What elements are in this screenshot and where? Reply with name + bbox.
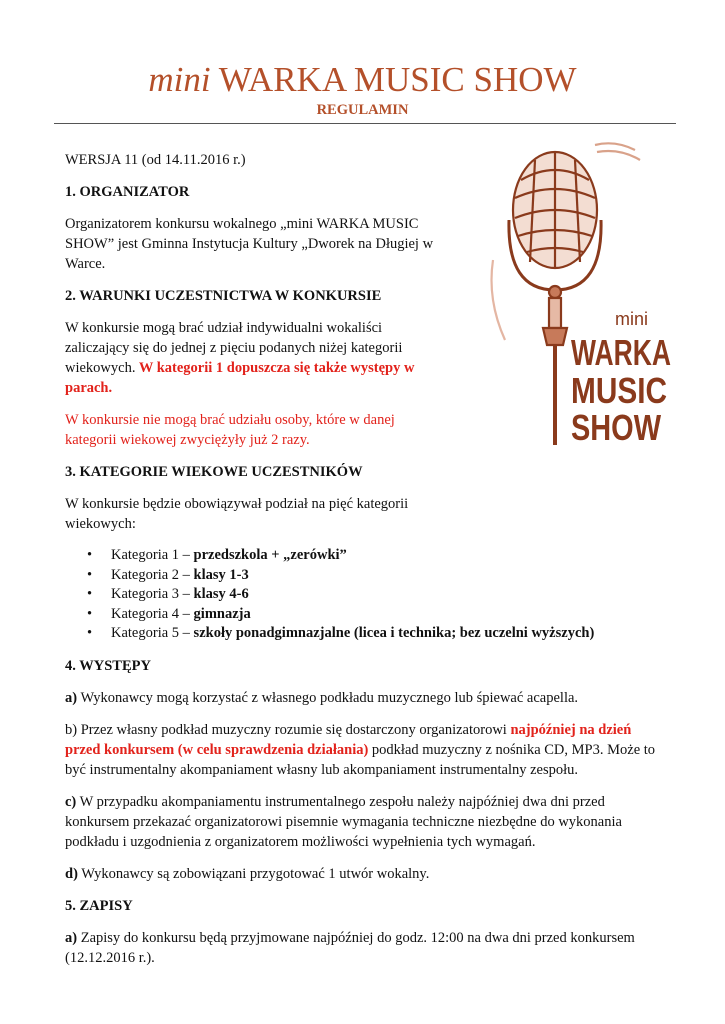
title-mini: mini — [148, 60, 211, 99]
logo-text-warka: WARKA — [571, 332, 672, 373]
section-5-heading: 5. ZAPISY — [65, 897, 133, 914]
section-4-heading: 4. WYSTĘPY — [65, 657, 151, 674]
section-4a: a) Wykonawcy mogą korzystać z własnego podkładu muzycznego lub śpiewać acapella. — [65, 689, 579, 706]
list-item: • Kategoria 1 – przedszkola + „zerówki” — [65, 546, 665, 566]
logo-text-show: SHOW — [571, 407, 662, 448]
section-2-pairs-note: W kategorii 1 dopuszcza się także występy w parach. — [65, 360, 415, 396]
header-divider — [54, 123, 676, 124]
logo-text-mini: mini — [615, 309, 649, 329]
section-2-paragraph-1 — [65, 318, 437, 398]
logo-text-music: MUSIC — [571, 370, 667, 411]
section-1-text: Organizatorem konkursu wokalnego „mini WARKA MUSIC SHOW” jest Gminna Instytucja Kultury „Dworek na Długiej w Warce. — [65, 216, 434, 272]
section-2-text: W konkursie mogą brać udział indywidualni wokaliści zaliczający się do jednej z pięciu podanych niżej kategorii wiekowych. — [65, 320, 403, 376]
list-item: • Kategoria 5 – szkoły ponadgimnazjalne (licea i technika; bez uczelni wyższych) — [65, 624, 665, 644]
section-4b: b) Przez własny podkład muzyczny rozumie się dostarczony organizatorowi najpóźniej na dzień przed konkursem (w celu sprawdzenia działania) podkład muzyczny z nośnika CD, MP3. Może to być instrumentalny akompaniament własny lub akompaniament instrumentalny zespołu. — [65, 721, 656, 778]
document-title — [0, 60, 725, 100]
list-item: • Kategoria 2 – klasy 1-3 — [65, 566, 665, 586]
section-3-heading: 3. KATEGORIE WIEKOWE UCZESTNIKÓW — [65, 464, 363, 480]
section-3-text: W konkursie będzie obowiązywał podział na pięć kategorii wiekowych: — [65, 496, 409, 532]
section-4c: c) W przypadku akompaniamentu instrumentalnego zespołu należy najpóźniej dwa dni przed konkursem przekazać organizatorowi pisemnie wymagania techniczne niezbędne do wykonania podkładu i uzgodnienia z organizatorem możliwości wypełnienia tych wymagań. — [65, 793, 622, 850]
section-2-paragraph-2: W konkursie nie mogą brać udziału osoby, które w danej kategorii wiekowej zwyciężyły już 2 razy. — [65, 412, 395, 448]
section-2-heading: 2. WARUNKI UCZESTNICTWA W KONKURSIE — [65, 288, 382, 304]
section-4d: d) Wykonawcy są zobowiązani przygotować 1 utwór wokalny. — [65, 865, 430, 882]
list-item: • Kategoria 4 – gimnazja — [65, 605, 665, 625]
section-5a: a) Zapisy do konkursu będą przyjmowane najpóźniej do godz. 12:00 na dwa dni przed konkursem (12.12.2016 r.). — [65, 929, 635, 966]
list-item: • Kategoria 3 – klasy 4-6 — [65, 585, 665, 605]
document-body — [65, 150, 665, 980]
title-main: WARKA MUSIC SHOW — [218, 60, 577, 99]
document-subtitle: REGULAMIN — [316, 102, 409, 118]
category-list — [65, 546, 665, 644]
version-line: WERSJA 11 (od 14.11.2016 r.) — [65, 152, 246, 168]
section-1-heading: 1. ORGANIZATOR — [65, 184, 190, 200]
